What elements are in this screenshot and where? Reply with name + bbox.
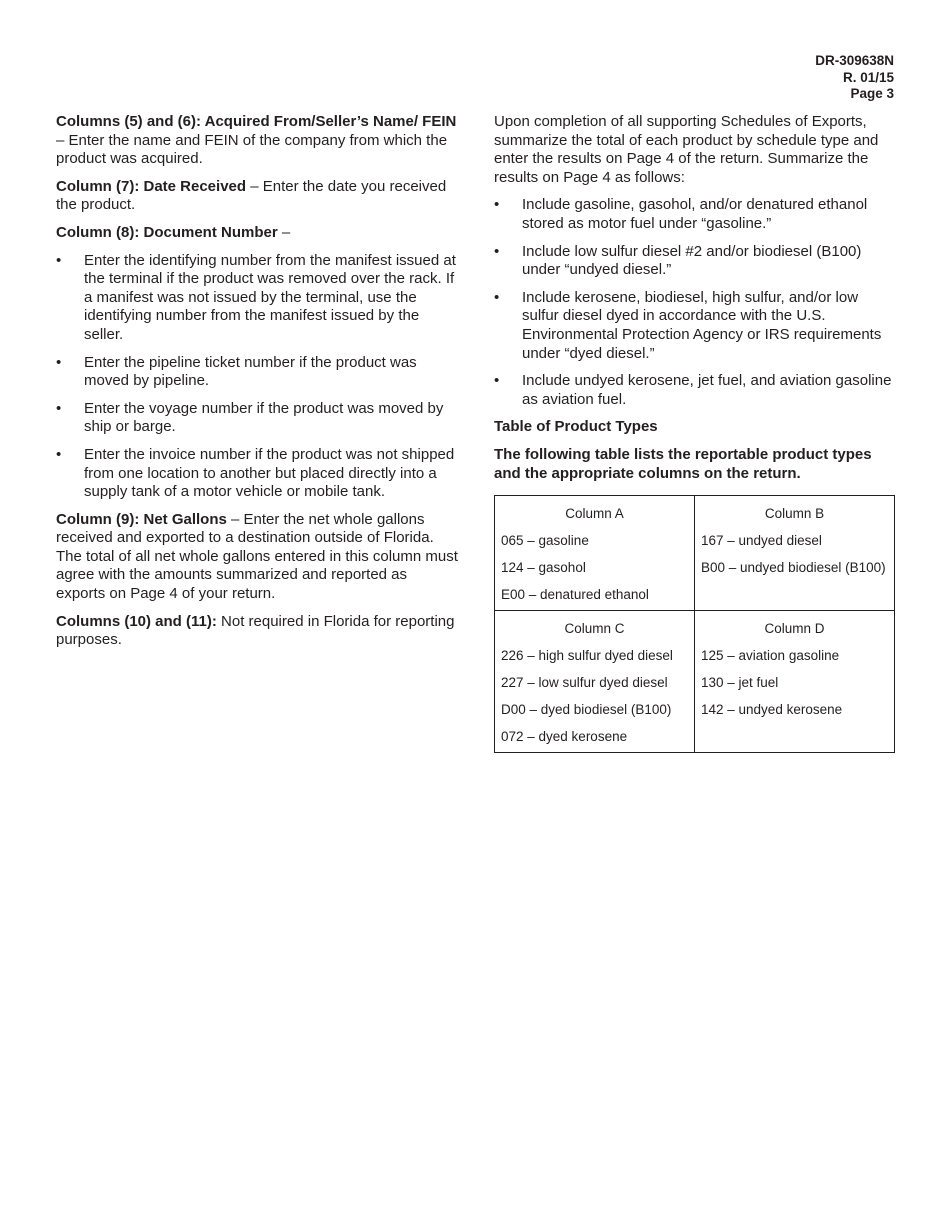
- paragraph-label: Column (7): Date Received: [56, 177, 247, 195]
- paragraph-column-9: [56, 511, 460, 604]
- right-column: [494, 113, 896, 753]
- paragraph-text: –: [277, 223, 291, 241]
- paragraph-text: – Enter the name and FEIN of the company from which the product was acquired.: [56, 131, 448, 168]
- table-title: [494, 418, 896, 437]
- document-number-list: [56, 252, 460, 502]
- table-row: [495, 527, 895, 554]
- list-item: • Enter the pipeline ticket number if the product was moved by pipeline.: [56, 354, 460, 391]
- table-header-row: [495, 496, 895, 528]
- paragraph-columns-10-11: [56, 613, 460, 650]
- form-number: DR-309638N: [815, 53, 894, 68]
- column-a-header: Column A: [495, 496, 695, 528]
- list-item: • Include low sulfur diesel #2 and/or biodiesel (B100) under “undyed diesel.”: [494, 243, 896, 280]
- table-cell: 124 – gasohol: [495, 554, 695, 581]
- page-header: [815, 53, 894, 103]
- paragraph-text: Not required in Florida for reporting purposes.: [56, 612, 455, 649]
- table-cell: 167 – undyed diesel: [695, 527, 895, 554]
- paragraph-label: Columns (5) and (6): Acquired From/Seller’s Name/ FEIN: [56, 113, 457, 130]
- table-cell: E00 – denatured ethanol: [495, 581, 695, 611]
- table-row: [495, 669, 895, 696]
- product-types-table: [494, 495, 895, 753]
- table-cell-empty: [695, 581, 895, 611]
- table-cell-empty: [695, 723, 895, 753]
- table-header-row: [495, 611, 895, 643]
- table-cell: 125 – aviation gasoline: [695, 642, 895, 669]
- summary-list: [494, 196, 896, 409]
- paragraph-label: Column (9): Net Gallons: [56, 510, 227, 528]
- column-b-header: Column B: [695, 496, 895, 528]
- revision-date: R. 01/15: [842, 69, 894, 85]
- table-row: [495, 554, 895, 581]
- table-title-text: Table of Product Types: [494, 418, 658, 436]
- left-column: [56, 113, 460, 659]
- table-caption: [494, 446, 896, 483]
- paragraph-text: – Enter the date you received the product.: [56, 177, 447, 214]
- paragraph-column-7: [56, 178, 460, 215]
- list-item: • Include gasoline, gasohol, and/or denatured ethanol stored as motor fuel under “gasoline.”: [494, 196, 896, 233]
- table-row: [495, 696, 895, 723]
- list-item: • Include undyed kerosene, jet fuel, and aviation gasoline as aviation fuel.: [494, 372, 896, 409]
- table-row: [495, 581, 895, 611]
- list-item: • Enter the identifying number from the manifest issued at the terminal if the product was removed over the rack. If a manifest was not issued by the terminal, use the identifying number from the manifest issued by the seller.: [56, 252, 460, 345]
- paragraph-columns-5-6: [56, 113, 460, 169]
- column-d-header: Column D: [695, 611, 895, 643]
- table-cell: 130 – jet fuel: [695, 669, 895, 696]
- table-cell: D00 – dyed biodiesel (B100): [495, 696, 695, 723]
- paragraph-column-8: [56, 224, 460, 243]
- paragraph-label: Column (8): Document Number: [56, 223, 278, 241]
- table-cell: 227 – low sulfur dyed diesel: [495, 669, 695, 696]
- list-item: • Enter the invoice number if the product was not shipped from one location to another but placed directly into a supply tank of a motor vehicle or mobile tank.: [56, 446, 460, 502]
- page-number: Page 3: [850, 86, 894, 101]
- table-cell: 065 – gasoline: [495, 527, 695, 554]
- table-row: [495, 723, 895, 753]
- table-row: [495, 642, 895, 669]
- summary-intro: Upon completion of all supporting Schedules of Exports, summarize the total of each product by schedule type and enter the results on Page 4 of the return. Summarize the results on Page 4 as follows:: [494, 113, 879, 186]
- table-cell: B00 – undyed biodiesel (B100): [695, 554, 895, 581]
- table-caption-text: The following table lists the reportable product types and the appropriate columns on the return.: [494, 445, 872, 482]
- table-cell: 072 – dyed kerosene: [495, 723, 695, 753]
- paragraph-text: – Enter the net whole gallons received and exported to a destination outside of Florida. The total of all net whole gallons entered in this column must agree with the amounts summarized and reported as exports on Page 4 of your return.: [56, 510, 458, 603]
- table-cell: 226 – high sulfur dyed diesel: [495, 642, 695, 669]
- list-item: • Include kerosene, biodiesel, high sulfur, and/or low sulfur diesel dyed in accordance with the U.S. Environmental Protection Agency or IRS requirements under “dyed diesel.”: [494, 289, 896, 363]
- table-cell: 142 – undyed kerosene: [695, 696, 895, 723]
- column-c-header: Column C: [495, 611, 695, 643]
- list-item: • Enter the voyage number if the product was moved by ship or barge.: [56, 400, 460, 437]
- paragraph-label: Columns (10) and (11):: [56, 612, 217, 630]
